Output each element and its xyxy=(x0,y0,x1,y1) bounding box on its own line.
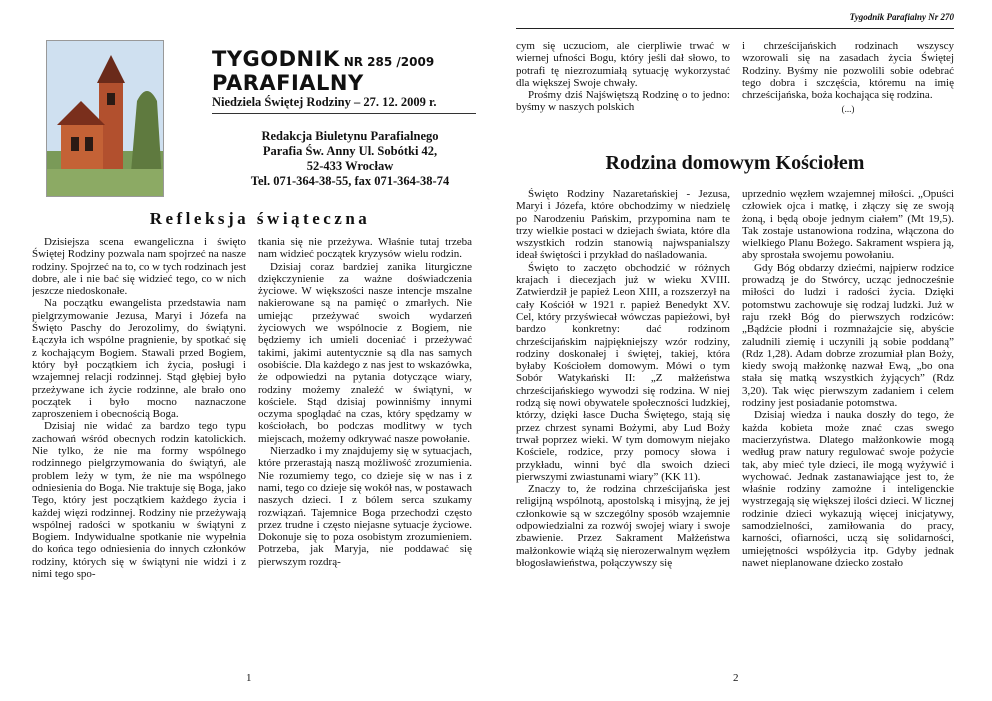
article-column-1 xyxy=(516,188,730,662)
paragraph: Prośmy dziś Najświętszą Rodzinę o to jedno: byśmy w naszych polskich xyxy=(516,89,730,114)
reflection-column-3 xyxy=(516,40,730,140)
reflection-column-2 xyxy=(258,236,472,661)
paragraph: Dzisiaj wiedza i nauka doszły do tego, że każda kobieta może znać czas swego macierzyństwa. Dlatego małżonkowie mogą według praw natury regulować swoje pożycie tak, aby mieć tyle dzieci, ile mogą wyżywić i wychować. Jednak zastanawiające jest to, że właśnie rodziny zamożne i inteligenckie wystrzegają się większej ilości dzieci. W licznej rodzinie dzieci wykazują więcej inicjatywy, samodzielności, zamiłowania do pracy, karności, ofiarności, uczą się solidarności, umiejętności współżycia itp. Gdyby jednak nawet nieplanowane dziecko zostało xyxy=(742,409,954,569)
title-word-tygodnik: TYGODNIK xyxy=(212,47,340,71)
issue-number: NR 285 /2009 xyxy=(343,55,435,69)
paragraph: Dzisiaj nie widać za bardzo tego typu zachowań wśród obecnych rodzin katolickich. Nie tylko, że nie ma formy wspólnego rodzinnego pielgrzymowania do świątyń, ale problem leży w tym, że nie ma wspólnego odniesienia do Boga. Nie traktuje się Boga, jako Tego, który jest początkiem każdego życia i każdej więzi rodzinnej. Rodziny nie przeżywają wspólnej radości w spotkaniu w świątyni z Bogiem. Indywidualne spotkanie nie wypełnia do końca tego odniesienia do innych członków rodziny, których się w świątyni nie widzi i z nimi tego spo- xyxy=(32,420,246,581)
editorial-line: Tel. 071-364-38-55, fax 071-364-38-74 xyxy=(250,174,450,188)
masthead-title-line1 xyxy=(212,47,434,71)
article-title: Rodzina domowym Kościołem xyxy=(605,152,865,174)
paragraph: cym się uczuciom, ale cierpliwie trwać w wiernej ufności Bogu, który jeśli dał słowo, to potrafi tę niezrozumiałą sytuację wykorzystać dla większej Swoje chwały. xyxy=(516,40,730,89)
masthead-subtitle: Niedziela Świętej Rodziny – 27. 12. 2009 r. xyxy=(212,95,437,109)
masthead-title-line2: PARAFIALNY xyxy=(212,71,364,95)
reflection-title: Refleksja świąteczna xyxy=(149,209,371,228)
reflection-column-4 xyxy=(742,40,954,140)
paragraph: Święto to zaczęto obchodzić w różnych krajach i diecezjach już w wieku XVIII. Zatwierdził je papież Leon XIII, a rozszerzył na cały Kościół w 1921 r. papież Benedykt XV. Cel, który przyświecał wówczas papieżowi, był bardzo konkretny: dać rodzinom chrześcijańskim najpiękniejszy wzór rodziny, rodziny doskonałej i świętej, takiej, która byłaby Kościołem domowym. Mówi o tym Sobór Watykański II: „Z małżeństwa chrześcijańskiego wywodzi się rodzina. W niej rodzą się nowi obywatele społeczności ludzkiej, którzy, dzięki łasce Ducha Świętego, stają się przez chrzest synami Bożymi, aby Lud Boży trwał poprzez wieki. W tym domowym niejako Kościele, rodzice, przy pomocy słowa i przykładu, winni być dla swoich dzieci pierwszymi zwiastunami wiary” (KK 11). xyxy=(516,261,730,483)
ellipsis-mark: (...) xyxy=(841,104,855,115)
masthead-rule xyxy=(212,113,476,114)
paragraph: Gdy Bóg obdarzy dziećmi, najpierw rodzice prowadzą je do Stwórcy, ucząc jednocześnie miłości do ludzi i radości życia. Dzięki potomstwu zachowuje się rodzaj ludzki. Już w raju rzekł Bóg do pierwszych rodziców: „Bądźcie płodni i rozmnażajcie się, abyście zaludnili ziemię i uczynili ją sobie poddaną” (Rdz 1,28). Adam dobrze zrozumiał plan Boży, kiedy swoją małżonkę nazwał Ewą, „bo ona stała się matką wszystkich żyjących” (Rdz 3,20). Tak więc pierwszym zadaniem i celem rodziny jest posiadanie potomstwa. xyxy=(742,261,954,410)
paragraph: uprzednio węzłem wzajemnej miłości. „Opuści człowiek ojca i matkę, i złączy się ze swoją żoną, i będą oboje jednym ciałem” (Mt 19,5). Tak zostaje ustanowiona rodzina, włączona do wielkiego Planu Bożego. Sakrament wspiera ją, aby sprostała swojemu powołaniu. xyxy=(742,188,954,262)
paragraph: Dzisiaj coraz bardziej zanika liturgiczne dziękczynienie za ważne doświadczenia życiowe. W większości nasze intencje mszalne nakierowane są na pamięć o zmarłych. Nie umiejąc przeżywać swoich wydarzeń życiowych we wspólnocie z Bogiem, nie będziemy ich umieli doceniać i przeżywać takimi, jakimi autentycznie są dla nas samych osobiście. Dla każdego z nas jest to wskazówka, że odpowiedzi na pytania dotyczące wiary, rodziny możemy znaleźć w świątyni, w kościele. Stąd dzisiaj powinniśmy innymi oczyma spoglądać na czas, który spędzamy w kościołach, bo podczas modlitwy w tych miejscach, możemy odkrywać nasze powołanie. xyxy=(258,260,472,445)
editorial-line: 52-433 Wrocław xyxy=(306,159,394,173)
article-column-2 xyxy=(742,188,954,662)
running-header: Tygodnik Parafialny Nr 270 xyxy=(849,12,954,22)
paragraph: Znaczy to, że rodzina chrześcijańska jest religijną wspólnotą, apostolską i misyjną, że jej członkowie są w szczególny sposób wzajemnie odpowiedzialni za rozwój swojej wiary i swoje zbawienie. Przez Sakrament Małżeństwa małżonkowie wiążą się nierozerwalnym węzłem błogosławieństwa, połączywszy się xyxy=(516,483,730,569)
paragraph: Nierzadko i my znajdujemy się w sytuacjach, które przerastają naszą możliwość zrozumienia. Nie rozumiemy tego, co dzieje się w nas i z nami, tego co dzieje się wokół nas, w postawach naszych dzieci. I z bólem serca szukamy rozwiązań. Tajemnice Boga przechodzi często przez trudne i często niejasne sytuacje życiowe. Dokonuje się to poza osobistym zrozumieniem. Potrzeba, jak Maryja, nie poddawać się pierwszym rozdrą- xyxy=(258,445,472,568)
page-number-right: 2 xyxy=(733,672,739,684)
page-number-left: 1 xyxy=(246,672,252,684)
editorial-line: Parafia Św. Anny Ul. Sobótki 42, xyxy=(262,144,438,158)
paragraph: i chrześcijańskich rodzinach wszyscy wzorowali się na zasadach życia Świętej Rodziny. Byśmy nie pozwolili sobie odebrać tego dobra i szczęścia, któremu na imię chrześcijańska, boża kochająca się rodzina. xyxy=(742,40,954,102)
church-photo xyxy=(46,40,164,197)
paragraph: Dzisiejsza scena ewangeliczna i święto Świętej Rodziny pozwala nam spojrzeć na nasze rodziny. Spojrzeć na to, co w tych rodzinach jest dobre, ale i nie bać się widzieć tego, co w nich jeszcze niedoskonałe. xyxy=(32,236,246,298)
editorial-address xyxy=(230,129,470,189)
paragraph: tkania się nie przeżywa. Właśnie tutaj trzeba nam widzieć początek kryzysów wielu rodzin. xyxy=(258,236,472,261)
reflection-column-1 xyxy=(32,236,246,661)
church-illustration xyxy=(47,41,163,196)
editorial-line: Redakcja Biuletynu Parafialnego xyxy=(261,129,439,143)
paragraph: Święto Rodziny Nazaretańskiej - Jezusa, Maryi i Józefa, które obchodzimy w niedzielę po Narodzeniu Pańskim, przypomina nam te trzy wielkie postaci w dziejach świata, które dla wszystkich rodzin stanowią najwspanialszy ideał świętości i przykład do naśladowania. xyxy=(516,188,730,262)
paragraph: Na początku ewangelista przedstawia nam pielgrzymowanie Jezusa, Maryi i Józefa na Święto Paschy do Jerozolimy, do świątyni. Łączyła ich wspólne pragnienie, by spotkać się z kochającym Bogiem. Stawali przed Bogiem, który był początkiem ich życia, posługi i wzajemnej relacji rodzinnej. Stąd głębiej było przeżywane ich życie rodzinne, ale brało ono początek i było mocno naznaczone zaproszeniem i obecnością Boga. xyxy=(32,297,246,421)
header-rule xyxy=(516,28,954,29)
